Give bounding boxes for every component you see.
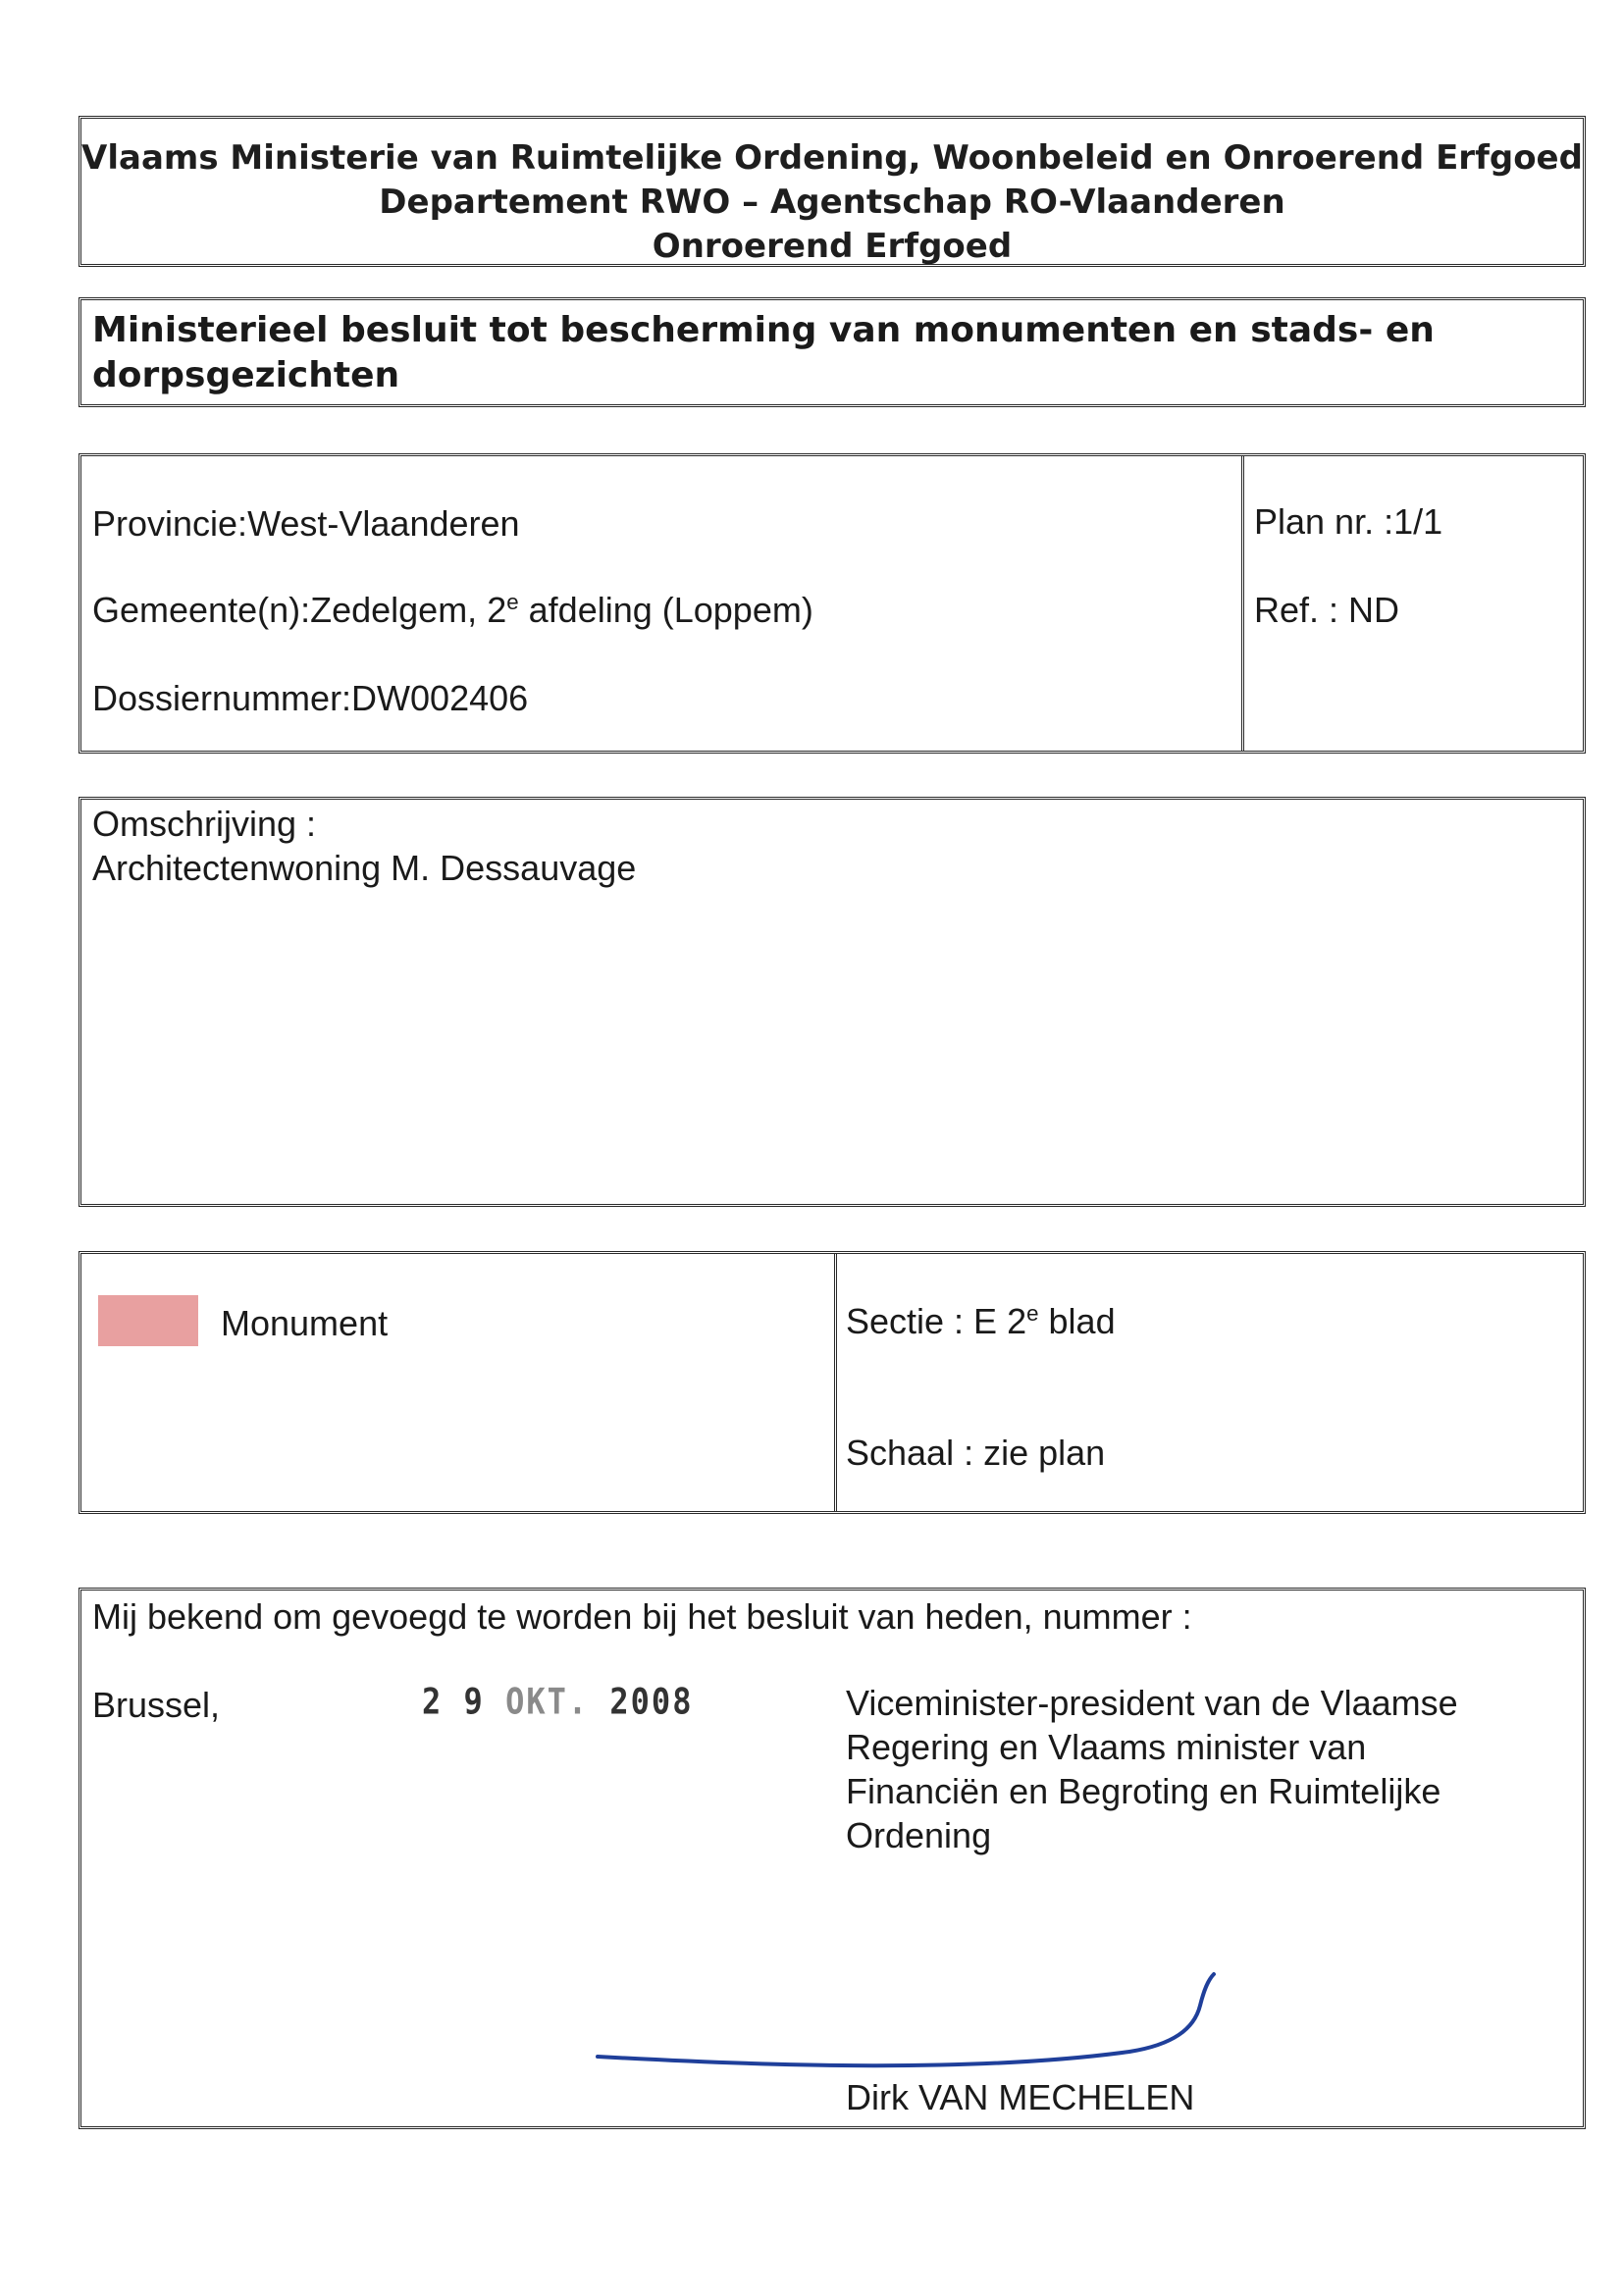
- location-box: [79, 453, 1586, 754]
- place-text: Brussel,: [92, 1685, 221, 1725]
- signer-name: Dirk VAN MECHELEN: [846, 2077, 1195, 2117]
- reference-text: Ref. : ND: [1254, 590, 1400, 630]
- minister-title: Viceminister-president van de Vlaamse Regering en Vlaams minister van Financiën en Begroting en Ruimtelijke Ordening: [846, 1683, 1458, 1855]
- header-line-agency: Onroerend Erfgoed: [652, 227, 1013, 266]
- sectie-text: Sectie : E 2e blad: [846, 1301, 1116, 1341]
- dossiernummer-text: Dossiernummer:DW002406: [92, 678, 529, 718]
- intro-text: Mij bekend om gevoegd te worden bij het besluit van heden, nummer :: [92, 1596, 1192, 1637]
- location-divider: [1241, 456, 1244, 751]
- handwritten-signature: [592, 1958, 1220, 2076]
- header-line-ministry: Vlaams Ministerie van Ruimtelijke Ordening, Woonbeleid en Onroerend Erfgoed: [81, 138, 1583, 178]
- header-line-department: Departement RWO – Agentschap RO-Vlaanderen: [379, 183, 1285, 222]
- signature-box: [79, 1588, 1586, 2129]
- description-value: Architectenwoning M. Dessauvage: [92, 848, 637, 888]
- document-title: Ministerieel besluit tot bescherming van monumenten en stads- en dorpsgezichten: [92, 310, 1435, 395]
- monument-legend-label: Monument: [221, 1303, 389, 1343]
- legend-divider: [834, 1254, 837, 1511]
- legend-box: [79, 1251, 1586, 1514]
- schaal-text: Schaal : zie plan: [846, 1433, 1106, 1473]
- description-box: [79, 797, 1586, 1207]
- description-label: Omschrijving :: [92, 804, 317, 844]
- header-box: [79, 116, 1586, 267]
- gemeente-text: Gemeente(n):Zedelgem, 2e afdeling (Loppem): [92, 590, 813, 630]
- title-box: [79, 297, 1586, 407]
- provincie-text: Provincie:West-Vlaanderen: [92, 503, 520, 544]
- plan-number-text: Plan nr. :1/1: [1254, 501, 1443, 542]
- date-stamp: 2 9 OKT. 2008: [422, 1680, 694, 1723]
- monument-color-swatch: [98, 1295, 198, 1346]
